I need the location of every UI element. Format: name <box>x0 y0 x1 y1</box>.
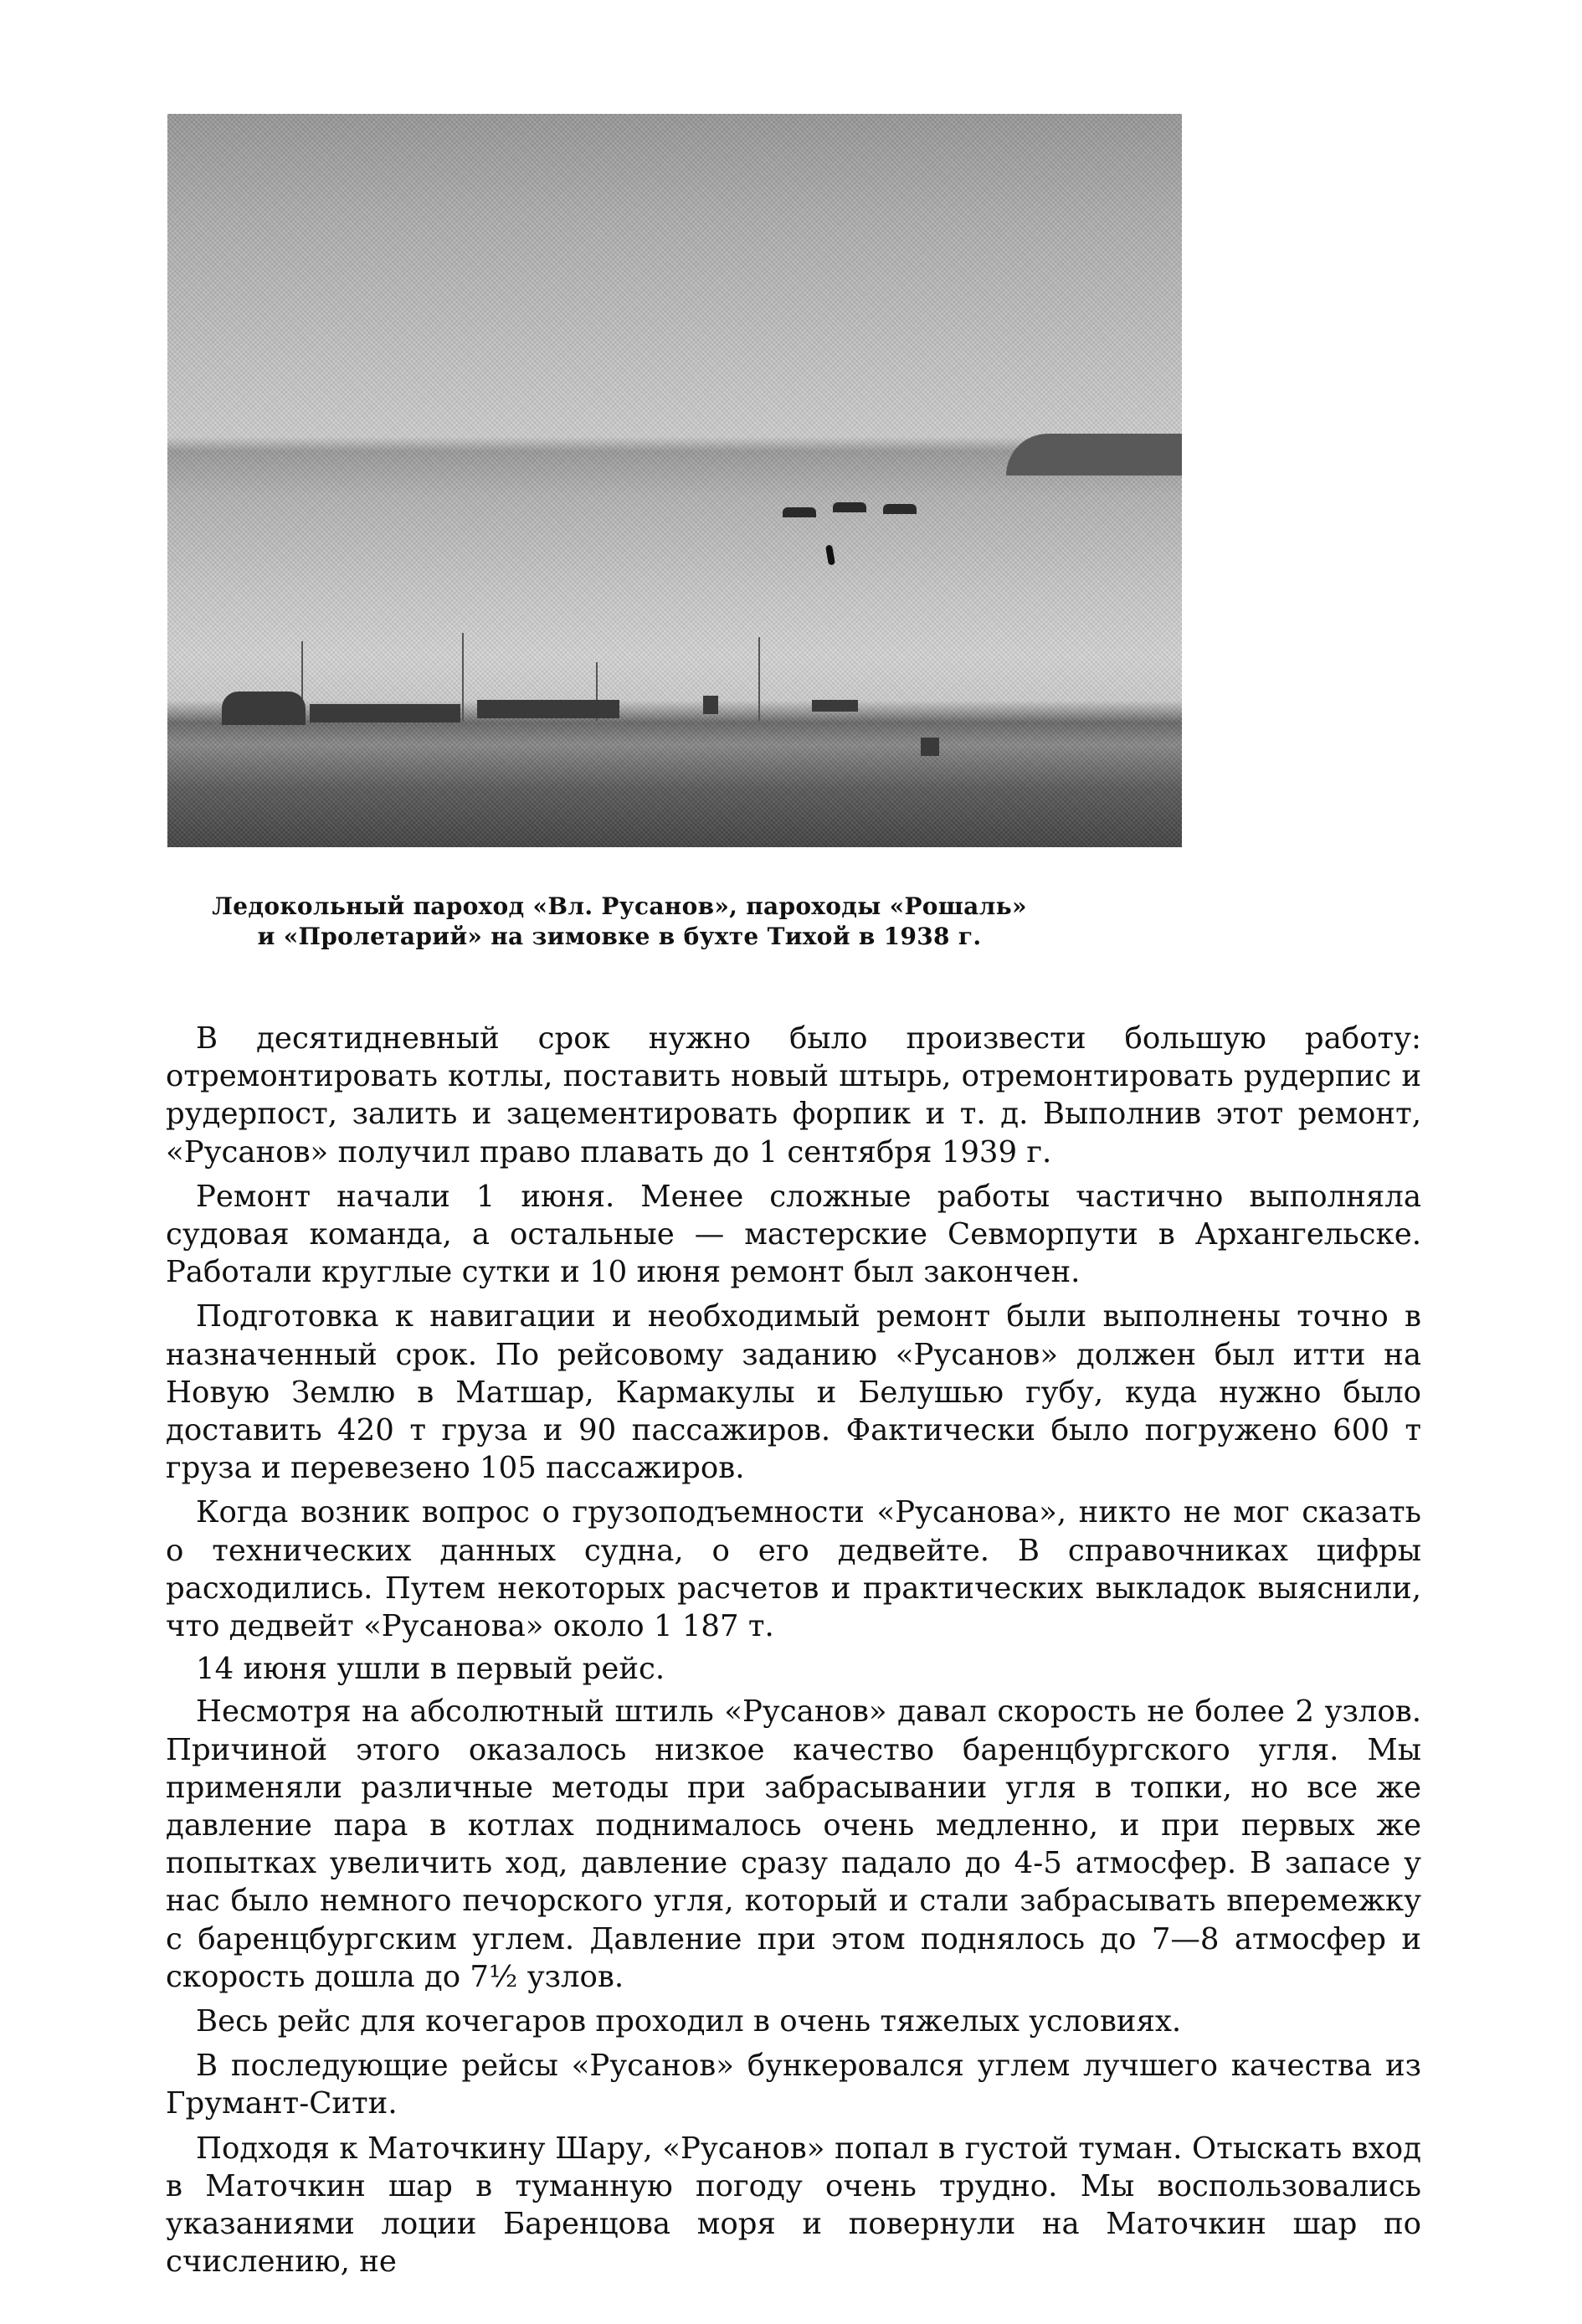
photo-ship <box>883 504 917 514</box>
paragraph: Подходя к Маточкину Шару, «Русанов» попал в густой туман. Отыскать вход в Маточкин шар в туманную погоду очень трудно. Мы воспользовались указаниями лоции Баренцова моря и повернули на Маточкин шар по счислению, не <box>166 2131 1421 2280</box>
photo-building <box>222 692 306 725</box>
photo-ship <box>783 507 816 517</box>
paragraph: Весь рейс для кочегаров проходил в очень тяжелых условиях. <box>196 2004 1182 2039</box>
photo-mast <box>462 633 464 721</box>
photo-distant-hill <box>1006 434 1182 476</box>
photograph-ships-wintering <box>167 114 1182 847</box>
photo-building <box>477 700 619 718</box>
photo-mast <box>758 637 760 721</box>
paragraph: В десятидневный срок нужно было произвести большую работу: отремонтировать котлы, поставить новый штырь, отремонтировать рудерпис и рудерпост, залить и зацементировать форпик и т. д. Выполнив этот ремонт, «Русанов» получил право плавать до 1 сентября 1939 г. <box>166 1021 1421 1170</box>
paragraph: Подготовка к навигации и необходимый ремонт были выполнены точно в назначенный срок. По рейсовому заданию «Русанов» должен был итти на Новую Землю в Матшар, Кармакулы и Белушью губу, куда нужно было доставить 420 т груза и 90 пассажиров. Фактически было погружено 600 т груза и перевезено 105 пассажиров. <box>166 1299 1421 1486</box>
photo-dark-object <box>825 544 835 565</box>
paragraph: Несмотря на абсолютный штиль «Русанов» давал скорость не более 2 узлов. Причиной этого оказалось низкое качество баренцбургского угля. Мы применяли различные методы при забрасывании угля в топки, но все же давление пара в котлах поднималось очень медленно, и при первых же попытках увеличить ход, давление сразу падало до 4-5 атмосфер. В запасе у нас было немного печорского угля, который и стали забрасывать вперемежку с баренцбургским углем. Давление при этом поднялось до 7—8 атмосфер и скорость дошла до 7½ узлов. <box>166 1694 1421 1994</box>
photo-building <box>921 738 939 756</box>
photo-building <box>812 700 858 712</box>
body-text <box>166 1020 1421 2288</box>
caption-line-1: Ледокольный пароход «Вл. Русанов», пароходы «Рошаль» <box>212 892 1027 920</box>
paragraph: Когда возник вопрос о грузоподъемности «Русанова», никто не мог сказать о технических данных судна, о его дедвейте. В справочниках цифры расходились. Путем некоторых расчетов и практических выкладок выяснили, что дедвейт «Русанова» около 1 187 т. <box>166 1495 1421 1644</box>
photo-building <box>703 696 718 714</box>
paragraph: Ремонт начали 1 июня. Менее сложные работы частично выполняла судовая команда, а остальные — мастерские Севморпути в Архангельске. Работали круглые сутки и 10 июня ремонт был закончен. <box>166 1179 1421 1290</box>
photo-ship <box>833 502 866 512</box>
figure-caption <box>159 892 1080 952</box>
photo-building <box>310 704 460 722</box>
paragraph: 14 июня ушли в первый рейс. <box>196 1652 665 1687</box>
paragraph: В последующие рейсы «Русанов» бункеровался углем лучшего качества из Грумант-Сити. <box>166 2049 1421 2121</box>
caption-line-2: и «Пролетарий» на зимовке в бухте Тихой в 1938 г. <box>257 923 982 950</box>
